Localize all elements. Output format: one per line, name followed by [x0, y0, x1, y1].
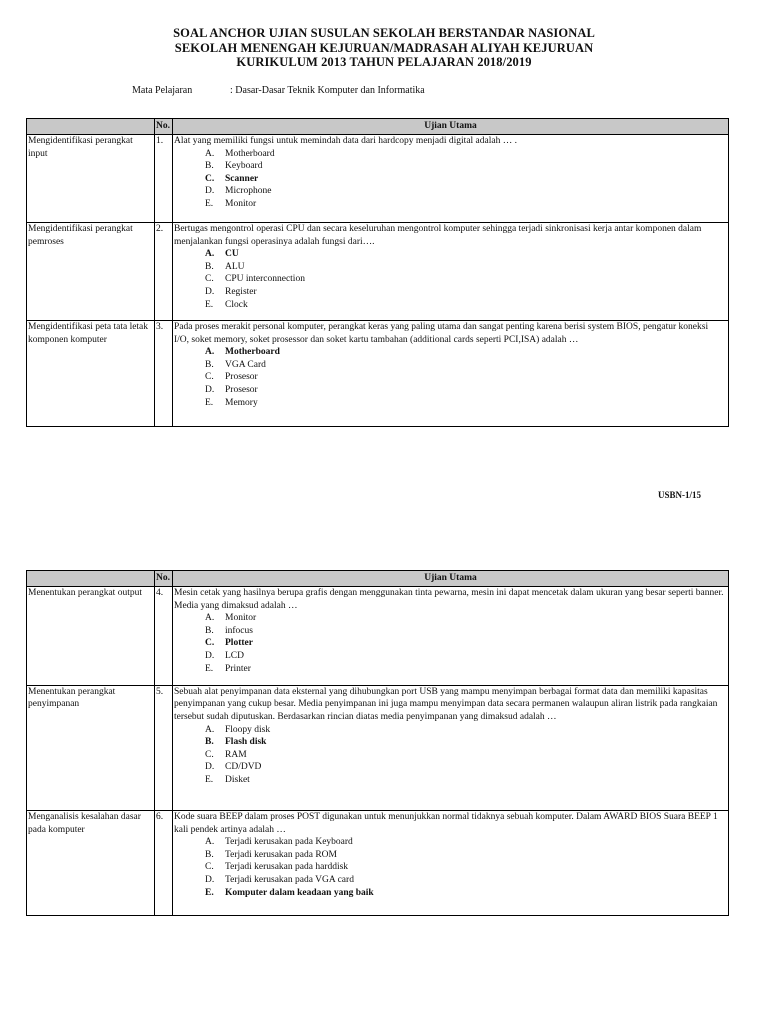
- answer-option: [205, 749, 727, 762]
- option-text: CPU interconnection: [225, 274, 305, 285]
- option-letter: D.: [205, 875, 215, 885]
- indicator-cell: Mengidentifikasi perangkat pemroses: [27, 223, 155, 321]
- heading-line-1: SOAL ANCHOR UJIAN SUSULAN SEKOLAH BERSTANDAR NASIONAL: [173, 26, 595, 40]
- option-text: VGA Card: [225, 359, 266, 370]
- option-letter: D.: [205, 186, 215, 197]
- question-cell: [173, 223, 729, 321]
- option-letter: B.: [205, 359, 214, 370]
- option-letter: E.: [205, 775, 214, 786]
- option-letter: D.: [205, 650, 215, 661]
- option-text: Floopy disk: [225, 724, 271, 735]
- option-text: Komputer dalam keadaan yang baik: [225, 887, 374, 898]
- answer-option: [205, 724, 727, 737]
- question-number: 6.: [155, 811, 173, 916]
- answer-option: [205, 861, 727, 874]
- question-text: Sebuah alat penyimpanan data eksternal yang dihubungkan port USB yang mampu menyimpan berbagai format data dan memiliki kapasitas penyimpanan yang cukup besar. Media penyimpanan ini juga mampu menyimpan data secara permanen walaupun aliran listrik pada rangkaian tersebut sudah diputuskan. Berdasarkan rincian diatas media penyimpanan yang dimaksud adalah …: [174, 686, 718, 723]
- option-letter: C.: [205, 173, 215, 184]
- answer-option: [205, 299, 727, 312]
- header-question-cell: Ujian Utama: [173, 571, 729, 587]
- option-text: Memory: [225, 397, 258, 408]
- question-row: [27, 223, 729, 321]
- subject-value: : Dasar-Dasar Teknik Komputer dan Informatika: [230, 85, 425, 96]
- question-text: Bertugas mengontrol operasi CPU dan secara keseluruhan mengontrol komputer sehingga terjadi sinkronisasi kerja antar komponen dalam menjalankan fungsi operasinya adalah fungsi dari….: [174, 224, 702, 247]
- option-letter: A.: [205, 837, 215, 848]
- answer-option: [205, 637, 727, 650]
- header-indicator-cell: [27, 119, 155, 135]
- option-letter: A.: [205, 613, 215, 624]
- question-cell: [173, 685, 729, 810]
- question-text: Pada proses merakit personal komputer, perangkat keras yang paling utama dan sangat penting karena berisi system BIOS, pengatur koneksi I/O, soket memory, soket prosessor dan soket kartu tambahan (additional cards seperti PCI,ISA) adalah …: [174, 322, 709, 345]
- indicator-cell: Menentukan perangkat output: [27, 587, 155, 686]
- answer-option: [205, 359, 727, 372]
- answer-option: [205, 887, 727, 900]
- answer-option: [205, 173, 727, 186]
- answer-option: [205, 625, 727, 638]
- answer-option: [205, 849, 727, 862]
- question-table-1: [26, 118, 729, 427]
- option-text: Plotter: [225, 638, 253, 649]
- option-letter: A.: [205, 724, 215, 735]
- answer-option: [205, 185, 727, 198]
- question-number: 5.: [155, 685, 173, 810]
- answer-option: [205, 874, 727, 887]
- option-text: Terjadi kerusakan pada VGA card: [225, 875, 354, 885]
- option-text: Disket: [225, 775, 250, 786]
- option-letter: E.: [205, 397, 214, 408]
- answer-option: [205, 346, 727, 359]
- option-letter: C.: [205, 372, 214, 383]
- question-table-2: [26, 570, 729, 916]
- header-question-cell: Ujian Utama: [173, 119, 729, 135]
- option-text: ALU: [225, 261, 245, 272]
- option-letter: C.: [205, 638, 215, 649]
- question-row: [27, 587, 729, 686]
- option-text: Scanner: [225, 173, 259, 184]
- option-text: Motherboard: [225, 148, 275, 159]
- option-letter: B.: [205, 161, 214, 172]
- answer-option: [205, 774, 727, 787]
- question-number: 3.: [155, 321, 173, 427]
- answer-options: [174, 148, 727, 211]
- answer-options: [174, 248, 727, 311]
- option-text: Monitor: [225, 198, 257, 209]
- answer-options: [174, 612, 727, 675]
- answer-option: [205, 736, 727, 749]
- question-cell: [173, 321, 729, 427]
- option-text: Terjadi kerusakan pada harddisk: [225, 862, 349, 873]
- option-letter: B.: [205, 261, 214, 272]
- option-text: Prosesor: [225, 384, 258, 395]
- answer-option: [205, 663, 727, 676]
- option-letter: B.: [205, 737, 214, 748]
- answer-option: [205, 286, 727, 299]
- question-cell: [173, 135, 729, 223]
- question-row: [27, 321, 729, 427]
- heading-line-3: KURIKULUM 2013 TAHUN PELAJARAN 2018/2019: [236, 55, 532, 69]
- option-text: CD/DVD: [225, 762, 262, 773]
- table-header-row: [27, 571, 729, 587]
- answer-option: [205, 761, 727, 774]
- subject-label: Mata Pelajaran: [132, 85, 193, 96]
- answer-options: [174, 836, 727, 899]
- option-letter: A.: [205, 347, 215, 358]
- option-letter: E.: [205, 299, 214, 310]
- option-letter: B.: [205, 625, 214, 636]
- option-letter: D.: [205, 286, 215, 297]
- option-letter: E.: [205, 663, 214, 674]
- option-letter: A.: [205, 148, 215, 159]
- answer-option: [205, 198, 727, 211]
- subject-line: [132, 85, 425, 97]
- question-number: 2.: [155, 223, 173, 321]
- option-text: Motherboard: [225, 347, 280, 358]
- indicator-cell: Menganalisis kesalahan dasar pada komputer: [27, 811, 155, 916]
- heading-line-2: SEKOLAH MENENGAH KEJURUAN/MADRASAH ALIYAH KEJURUAN: [174, 40, 594, 55]
- answer-options: [174, 346, 727, 409]
- question-text: Kode suara BEEP dalam proses POST digunakan untuk menunjukkan normal tidaknya sebuah komputer. Dalam AWARD BIOS Suara BEEP 1 kali pendek artinya adalah …: [174, 812, 718, 835]
- option-letter: C.: [205, 274, 214, 285]
- header-number-cell: No.: [155, 571, 173, 587]
- indicator-cell: Menentukan perangkat penyimpanan: [27, 685, 155, 810]
- option-text: RAM: [225, 749, 247, 760]
- option-text: CU: [225, 249, 239, 260]
- question-number: 4.: [155, 587, 173, 686]
- answer-option: [205, 397, 727, 410]
- answer-option: [205, 148, 727, 161]
- option-text: Terjadi kerusakan pada Keyboard: [225, 837, 353, 848]
- header-indicator-cell: [27, 571, 155, 587]
- table-header-row: [27, 119, 729, 135]
- indicator-cell: Mengidentifikasi peta tata letak komponen komputer: [27, 321, 155, 427]
- answer-options: [174, 724, 727, 787]
- answer-option: [205, 273, 727, 286]
- option-letter: E.: [205, 887, 214, 898]
- answer-option: [205, 248, 727, 261]
- answer-option: [205, 371, 727, 384]
- option-text: Printer: [225, 663, 251, 674]
- document-heading: [0, 26, 768, 70]
- option-text: Monitor: [225, 613, 257, 624]
- option-letter: B.: [205, 849, 214, 860]
- question-number: 1.: [155, 135, 173, 223]
- option-text: Keyboard: [225, 161, 263, 172]
- page-number: USBN-1/15: [658, 490, 702, 500]
- answer-option: [205, 836, 727, 849]
- option-letter: D.: [205, 384, 215, 395]
- option-text: Microphone: [225, 186, 272, 197]
- answer-option: [205, 650, 727, 663]
- option-text: infocus: [225, 625, 253, 636]
- answer-option: [205, 384, 727, 397]
- question-row: [27, 685, 729, 810]
- question-row: [27, 135, 729, 223]
- question-cell: [173, 587, 729, 686]
- question-row: [27, 811, 729, 916]
- question-text: Mesin cetak yang hasilnya berupa grafis dengan menggunakan tinta pewarna, mesin ini dapat mencetak dalam ukuran yang besar seperti banner. Media yang dimaksud adalah …: [174, 588, 724, 611]
- question-cell: [173, 811, 729, 916]
- option-text: Prosesor: [225, 372, 258, 383]
- answer-option: [205, 612, 727, 625]
- option-text: Terjadi kerusakan pada ROM: [225, 849, 337, 860]
- option-text: LCD: [225, 650, 244, 661]
- option-text: Clock: [225, 299, 248, 310]
- option-letter: E.: [205, 198, 214, 209]
- question-text: Alat yang memiliki fungsi untuk memindah data dari hardcopy menjadi digital adalah … .: [174, 136, 517, 146]
- indicator-cell: Mengidentifikasi perangkat input: [27, 135, 155, 223]
- header-number-cell: No.: [155, 119, 173, 135]
- option-letter: A.: [205, 249, 215, 260]
- option-letter: C.: [205, 862, 214, 873]
- option-text: Flash disk: [225, 737, 267, 748]
- answer-option: [205, 261, 727, 274]
- answer-option: [205, 160, 727, 173]
- option-letter: D.: [205, 762, 215, 773]
- option-text: Register: [225, 286, 257, 297]
- option-letter: C.: [205, 749, 214, 760]
